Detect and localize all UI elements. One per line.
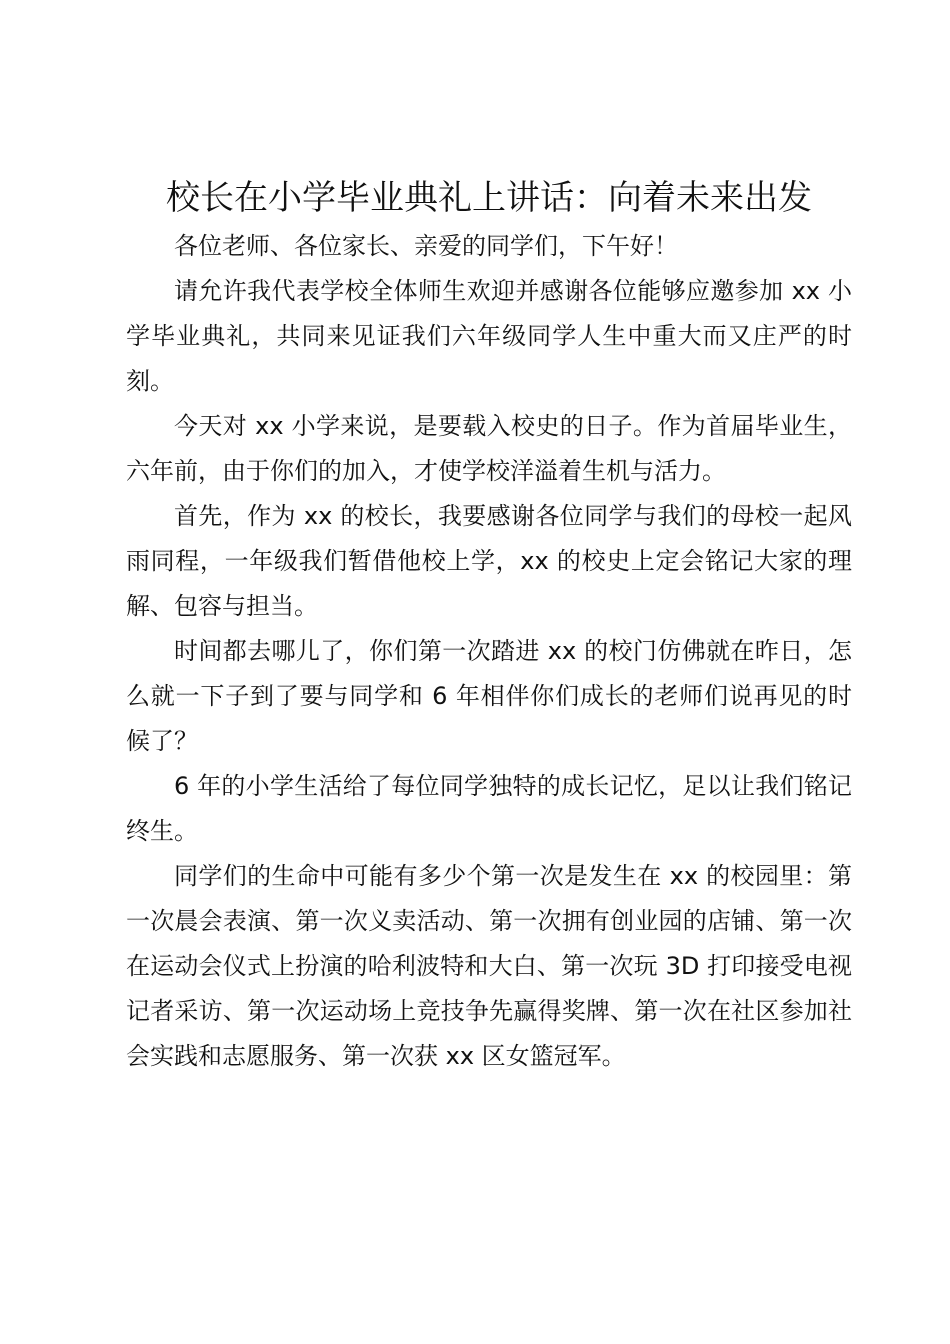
paragraph-firsts: 同学们的生命中可能有多少个第一次是发生在 xx 的校园里：第一次晨会表演、第一次义卖活动、第一次拥有创业园的店铺、第一次在运动会仪式上扮演的哈利波特和大白、第一次玩 3D 打印接受电视记者采访、第一次运动场上竞技争先赢得奖牌、第一次在社区参加社会实践和志愿服务、第一次获 xx 区女篮冠军。 <box>126 862 852 1070</box>
document-body <box>126 224 852 1079</box>
paragraph-greeting: 各位老师、各位家长、亲爱的同学们，下午好！ <box>174 232 678 260</box>
paragraph-thanks: 首先，作为 xx 的校长，我要感谢各位同学与我们的母校一起风雨同程，一年级我们暂借他校上学，xx 的校史上定会铭记大家的理解、包容与担当。 <box>126 502 852 620</box>
paragraph-time: 时间都去哪儿了，你们第一次踏进 xx 的校门仿佛就在昨日，怎么就一下子到了要与同学和 6 年相伴你们成长的老师们说再见的时候了？ <box>126 637 852 755</box>
paragraph-welcome: 请允许我代表学校全体师生欢迎并感谢各位能够应邀参加 xx 小学毕业典礼，共同来见证我们六年级同学人生中重大而又庄严的时刻。 <box>126 277 852 395</box>
document-title: 校长在小学毕业典礼上讲话：向着未来出发 <box>166 178 812 218</box>
paragraph-history: 今天对 xx 小学来说，是要载入校史的日子。作为首届毕业生，六年前，由于你们的加入，才使学校洋溢着生机与活力。 <box>126 412 852 485</box>
paragraph-memories: 6 年的小学生活给了每位同学独特的成长记忆，足以让我们铭记终生。 <box>126 772 852 845</box>
document-page <box>126 172 852 1079</box>
